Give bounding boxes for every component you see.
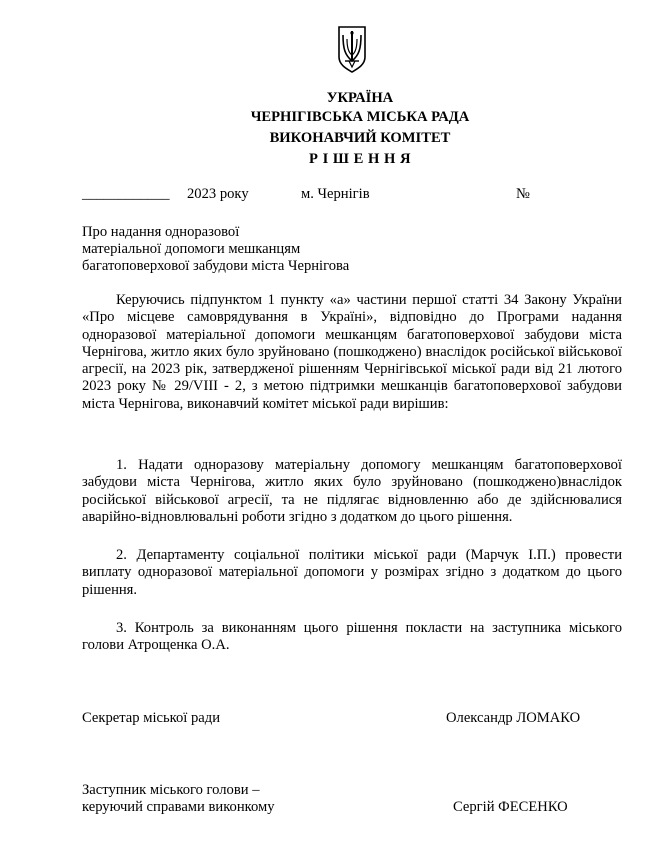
deputy-title-line-1: Заступник міського голови – [82, 782, 260, 798]
secretary-title: Секретар міської ради [82, 710, 221, 726]
coat-of-arms-icon [337, 25, 367, 73]
date-year: 2023 року [187, 186, 249, 202]
subject-line-1: Про надання одноразової [82, 224, 240, 240]
date-blank: ____________ [82, 186, 170, 202]
header-doc-type: Р І Ш Е Н Н Я [309, 151, 411, 167]
decision-item-3: 3. Контроль за виконанням цього рішення покласти на заступника міського голови Атрощенка О.А. [82, 620, 622, 654]
deputy-title-line-2: керуючий справами виконкому [82, 799, 275, 815]
subject-line-3: багатоповерхової забудови міста Чернігова [82, 258, 350, 274]
header-country: УКРАЇНА [326, 90, 394, 106]
secretary-name: Олександр ЛОМАКО [446, 710, 581, 726]
city-name: м. Чернігів [301, 186, 370, 202]
header-council: ЧЕРНІГІВСЬКА МІСЬКА РАДА [250, 109, 470, 125]
decision-item-1: 1. Надати одноразову матеріальну допомогу мешканцям багатоповерхової забудови міста Чернігова, житло яких було зруйновано (пошкоджено)внаслідок російської військової агресії, та не підлягає відновленню або де здійснювалися аварійно-відновлювальні роботи згідно з додатком до цього рішення. [82, 457, 622, 525]
subject-line-2: матеріальної допомоги мешканцям [82, 241, 301, 257]
preamble-paragraph: Керуючись підпунктом 1 пункту «а» частини першої статті 34 Закону України «Про місцеве самоврядування в Україні», відповідно до Програми надання одноразової матеріальної допомоги мешканцям багатоповерхової забудови міста Чернігова, житло яких було зруйновано (пошкоджено) внаслідок російської військової агресії, на 2023 рік, затвердженої рішенням Чернігівської міської ради від 21 лютого 2023 року № 29/VIII - 2, з метою підтримки мешканців багатоповерхової забудови міста Чернігова, виконавчий комітет міської ради вирішив: [82, 292, 622, 412]
deputy-name: Сергій ФЕСЕНКО [453, 799, 568, 815]
header-committee: ВИКОНАВЧИЙ КОМІТЕТ [269, 130, 451, 146]
decision-item-2: 2. Департаменту соціальної політики міської ради (Марчук І.П.) провести виплату одноразової матеріальної допомоги у розмірах згідно з додатком до цього рішення. [82, 547, 622, 598]
decision-number: № [516, 186, 530, 202]
